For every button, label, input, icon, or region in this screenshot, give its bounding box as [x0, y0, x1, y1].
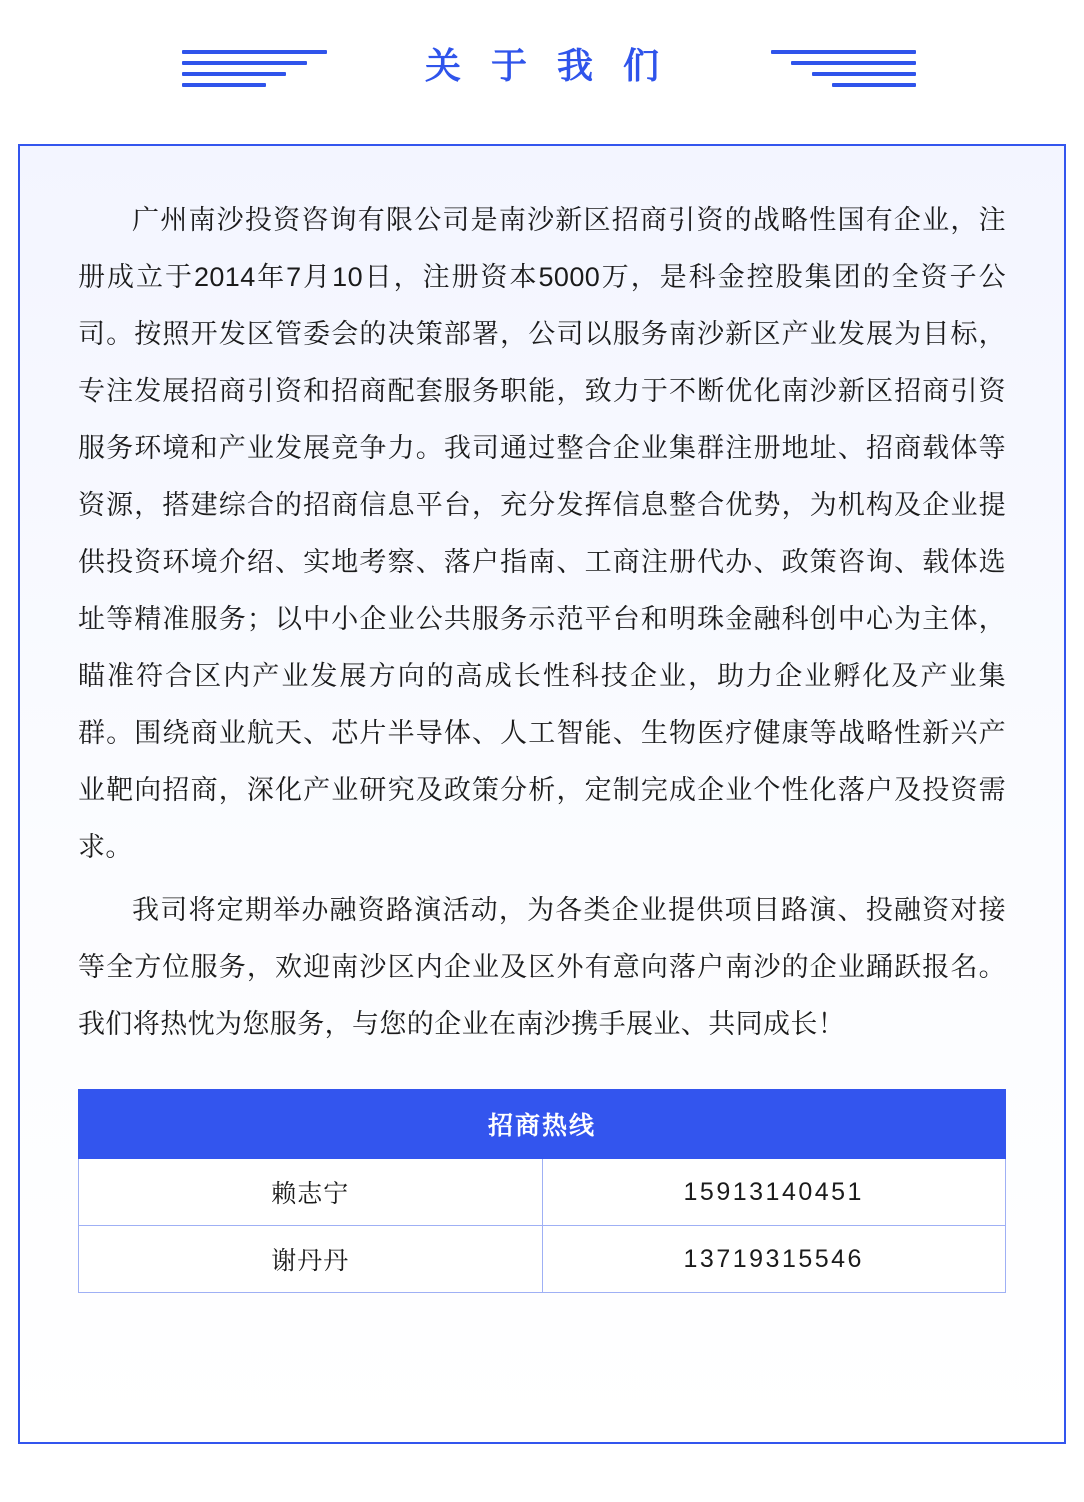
- page-title: 关 于 我 们: [424, 45, 669, 86]
- deco-bar: [771, 50, 916, 54]
- contact-phone[interactable]: 15913140451: [542, 1159, 1006, 1226]
- deco-bar: [182, 61, 307, 65]
- decorative-lines-left-icon: [182, 50, 327, 98]
- deco-bar: [182, 72, 286, 76]
- contact-name: 谢丹丹: [79, 1226, 543, 1293]
- table-row: [79, 1226, 1006, 1293]
- page-header: [0, 0, 1084, 132]
- deco-bar: [182, 50, 327, 54]
- deco-bar: [791, 61, 916, 65]
- table-header-row: [79, 1090, 1006, 1159]
- table-header-title: 招商热线: [79, 1090, 1006, 1159]
- contact-name: 赖志宁: [79, 1159, 543, 1226]
- deco-bar: [182, 83, 266, 87]
- table-row: [79, 1159, 1006, 1226]
- deco-bar: [812, 72, 916, 76]
- contact-table: [78, 1089, 1006, 1293]
- about-paragraph-2: 我司将定期举办融资路演活动，为各类企业提供项目路演、投融资对接等全方位服务，欢迎南沙区内企业及区外有意向落户南沙的企业踊跃报名。我们将热忱为您服务，与您的企业在南沙携手展业、共同成长！: [78, 895, 1006, 1039]
- decorative-lines-right-icon: [771, 50, 916, 98]
- about-card: [18, 144, 1066, 1444]
- about-paragraph-1: 广州南沙投资咨询有限公司是南沙新区招商引资的战略性国有企业，注册成立于2014年7月10日，注册资本5000万，是科金控股集团的全资子公司。按照开发区管委会的决策部署，公司以服务南沙新区产业发展为目标，专注发展招商引资和招商配套服务职能，致力于不断优化南沙新区招商引资服务环境和产业发展竞争力。我司通过整合企业集群注册地址、招商载体等资源，搭建综合的招商信息平台，充分发挥信息整合优势，为机构及企业提供投资环境介绍、实地考察、落户指南、工商注册代办、政策咨询、载体选址等精准服务；以中小企业公共服务示范平台和明珠金融科创中心为主体，瞄准符合区内产业发展方向的高成长性科技企业，助力企业孵化及产业集群。围绕商业航天、芯片半导体、人工智能、生物医疗健康等战略性新兴产业靶向招商，深化产业研究及政策分析，定制完成企业个性化落户及投资需求。: [78, 205, 1006, 862]
- contact-phone[interactable]: 13719315546: [542, 1226, 1006, 1293]
- deco-bar: [832, 83, 916, 87]
